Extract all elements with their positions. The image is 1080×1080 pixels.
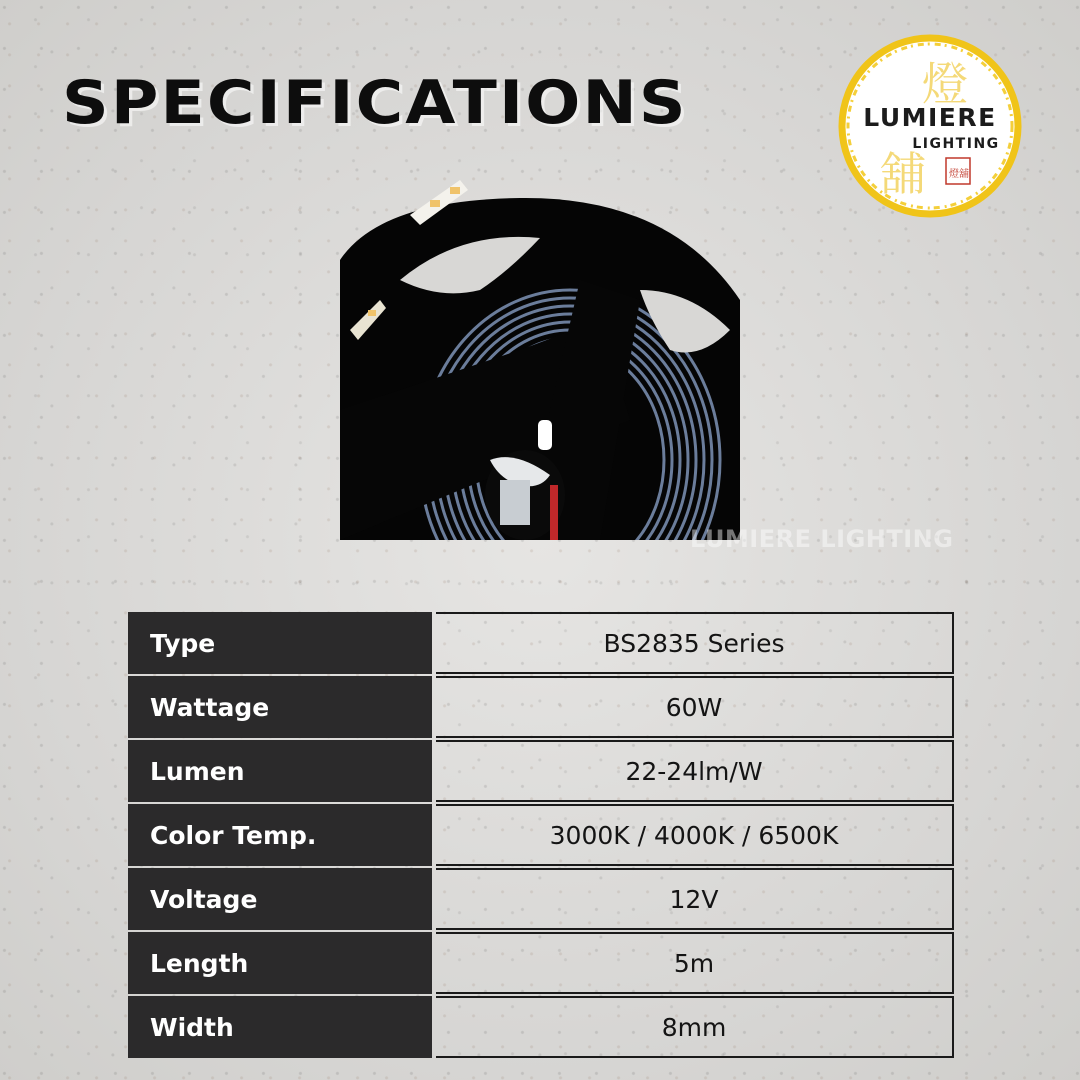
spec-table [128,612,954,1060]
spec-value-type: BS2835 Series [436,612,954,674]
svg-text:舖: 舖 [880,147,926,201]
svg-text:燈舖: 燈舖 [949,169,969,180]
spec-value-wattage: 60W [436,676,954,738]
watermark-text: LUMIERE LIGHTING [690,525,954,553]
svg-text:燈: 燈 [922,57,968,111]
logo-sub-text: LIGHTING [912,136,1000,152]
spec-label-lumen: Lumen [128,740,432,802]
table-row [128,804,954,866]
table-row [128,868,954,930]
spec-value-lumen: 22-24lm/W [436,740,954,802]
spec-label-length: Length [128,932,432,994]
table-row [128,740,954,802]
spec-value-voltage: 12V [436,868,954,930]
table-row [128,612,954,674]
led-strip-reel-image [340,160,740,540]
brand-logo [834,30,1026,222]
logo-brand-text: LUMIERE [863,103,997,132]
spec-label-voltage: Voltage [128,868,432,930]
spec-label-width: Width [128,996,432,1058]
spec-value-color-temp: 3000K / 4000K / 6500K [436,804,954,866]
spec-value-length: 5m [436,932,954,994]
table-row [128,996,954,1058]
spec-label-color-temp: Color Temp. [128,804,432,866]
spec-label-wattage: Wattage [128,676,432,738]
spec-value-width: 8mm [436,996,954,1058]
spec-label-type: Type [128,612,432,674]
table-row [128,932,954,994]
table-row [128,676,954,738]
page-title: SPECIFICATIONS [62,68,688,138]
